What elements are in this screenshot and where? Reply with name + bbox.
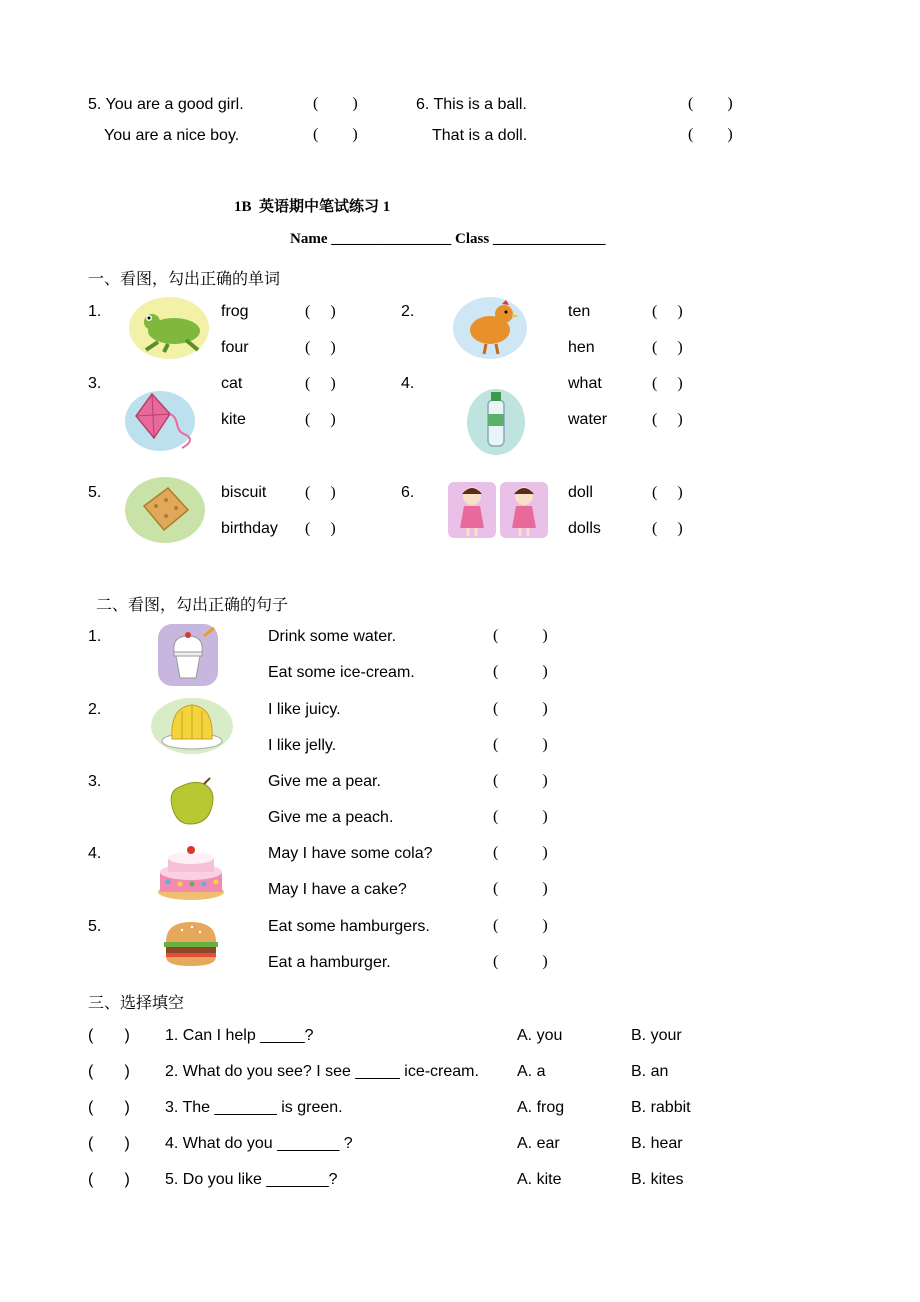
s3-question-3: 3. The _______ is green. — [165, 1099, 343, 1116]
s1-opt-hen: hen — [568, 339, 595, 356]
answer-paren[interactable]: ( ) — [493, 808, 548, 825]
answer-paren[interactable]: ( ) — [305, 520, 336, 537]
s2-opt-1b: Eat some ice-cream. — [268, 664, 415, 681]
q-sentence: You are a good girl. — [105, 96, 244, 113]
jelly-picture — [150, 697, 234, 755]
s1-num-3: 3. — [88, 375, 102, 392]
class-label: Class — [455, 231, 490, 247]
answer-paren[interactable]: ( ) — [652, 520, 683, 537]
answer-paren[interactable]: ( ) — [305, 303, 336, 320]
answer-paren[interactable]: ( ) — [88, 1171, 130, 1188]
answer-paren[interactable]: ( ) — [88, 1099, 130, 1116]
class-blank[interactable]: _______________ — [492, 231, 606, 247]
answer-paren[interactable]: ( ) — [88, 1063, 130, 1080]
answer-paren[interactable]: ( ) — [313, 126, 358, 143]
answer-paren[interactable]: ( ) — [493, 736, 548, 753]
answer-paren[interactable]: ( ) — [313, 95, 358, 112]
answer-paren[interactable]: ( ) — [305, 375, 336, 392]
s1-opt-kite: kite — [221, 411, 246, 428]
s3-option-1a: A. you — [517, 1027, 563, 1044]
s3-option-3a: A. frog — [517, 1099, 565, 1116]
name-blank[interactable]: ________________ — [331, 231, 452, 247]
s2-opt-3b: Give me a peach. — [268, 809, 394, 826]
answer-paren[interactable]: ( ) — [493, 880, 548, 897]
s3-option-2a: A. a — [517, 1063, 546, 1080]
s1-opt-what: what — [568, 375, 602, 392]
answer-paren[interactable]: ( ) — [493, 844, 548, 861]
section3-heading: 三、选择填空 — [88, 995, 185, 1012]
two-dolls-picture — [448, 480, 548, 540]
water-bottle-picture — [466, 386, 526, 456]
s1-opt-dolls: dolls — [568, 520, 601, 537]
section1-heading: 一、看图，勾出正确的单词 — [88, 271, 281, 288]
s3-option-5b: B. kites — [631, 1171, 684, 1188]
answer-paren[interactable]: ( ) — [493, 663, 548, 680]
s1-opt-water: water — [568, 411, 608, 428]
top-q6-line2: That is a doll. — [432, 127, 528, 144]
s2-num-5: 5. — [88, 918, 102, 935]
top-q5-line2: You are a nice boy. — [104, 127, 240, 144]
answer-paren[interactable]: ( ) — [688, 95, 733, 112]
s3-question-5: 5. Do you like _______? — [165, 1171, 338, 1188]
answer-paren[interactable]: ( ) — [493, 953, 548, 970]
s1-num-2: 2. — [401, 303, 415, 320]
section2-heading: 二、看图，勾出正确的句子 — [96, 597, 289, 614]
s1-opt-birthday: birthday — [221, 520, 278, 537]
biscuit-picture — [124, 476, 206, 544]
name-label: Name — [290, 231, 328, 247]
q-sentence: This is a ball. — [433, 96, 527, 113]
answer-paren[interactable]: ( ) — [493, 627, 548, 644]
answer-paren[interactable]: ( ) — [652, 303, 683, 320]
q-number: 6. — [416, 96, 430, 113]
s2-opt-5a: Eat some hamburgers. — [268, 918, 430, 935]
answer-paren[interactable]: ( ) — [493, 772, 548, 789]
s3-option-5a: A. kite — [517, 1171, 562, 1188]
s2-opt-1a: Drink some water. — [268, 628, 397, 645]
s1-num-5: 5. — [88, 484, 102, 501]
s1-num-1: 1. — [88, 303, 102, 320]
answer-paren[interactable]: ( ) — [88, 1135, 130, 1152]
s3-option-3b: B. rabbit — [631, 1099, 691, 1116]
s2-num-3: 3. — [88, 773, 102, 790]
s3-option-2b: B. an — [631, 1063, 669, 1080]
page-title: 1B 英语期中笔试练习 1 — [234, 199, 391, 215]
answer-paren[interactable]: ( ) — [652, 375, 683, 392]
s3-question-4: 4. What do you _______ ? — [165, 1135, 353, 1152]
hamburger-picture — [162, 920, 220, 968]
pear-picture — [164, 776, 218, 826]
s1-num-6: 6. — [401, 484, 415, 501]
s1-num-4: 4. — [401, 375, 415, 392]
hen-picture — [452, 294, 528, 360]
top-q5-line1 — [88, 96, 244, 114]
s1-opt-cat: cat — [221, 375, 243, 392]
top-q6-line1 — [416, 96, 527, 114]
s1-opt-biscuit: biscuit — [221, 484, 267, 501]
s3-option-1b: B. your — [631, 1027, 682, 1044]
answer-paren[interactable]: ( ) — [493, 917, 548, 934]
answer-paren[interactable]: ( ) — [493, 700, 548, 717]
s2-num-2: 2. — [88, 701, 102, 718]
s1-opt-four: four — [221, 339, 249, 356]
s3-question-2: 2. What do you see? I see _____ ice-cream. — [165, 1063, 479, 1080]
name-class-line — [290, 231, 605, 248]
s2-num-4: 4. — [88, 845, 102, 862]
answer-paren[interactable]: ( ) — [652, 484, 683, 501]
s2-opt-5b: Eat a hamburger. — [268, 954, 391, 971]
s2-num-1: 1. — [88, 628, 102, 645]
answer-paren[interactable]: ( ) — [305, 484, 336, 501]
s1-opt-doll: doll — [568, 484, 593, 501]
answer-paren[interactable]: ( ) — [88, 1027, 130, 1044]
q-number: 5. — [88, 96, 102, 113]
s2-opt-4a: May I have some cola? — [268, 845, 433, 862]
s3-option-4b: B. hear — [631, 1135, 683, 1152]
s2-opt-2a: I like juicy. — [268, 701, 341, 718]
cake-picture — [156, 844, 226, 902]
answer-paren[interactable]: ( ) — [652, 411, 683, 428]
ice-cream-picture — [156, 622, 220, 688]
s1-opt-frog: frog — [221, 303, 249, 320]
answer-paren[interactable]: ( ) — [305, 411, 336, 428]
s3-question-1: 1. Can I help _____? — [165, 1027, 314, 1044]
answer-paren[interactable]: ( ) — [688, 126, 733, 143]
kite-picture — [124, 388, 196, 454]
s3-option-4a: A. ear — [517, 1135, 560, 1152]
s2-opt-3a: Give me a pear. — [268, 773, 381, 790]
answer-paren[interactable]: ( ) — [652, 339, 683, 356]
answer-paren[interactable]: ( ) — [305, 339, 336, 356]
s2-opt-2b: I like jelly. — [268, 737, 337, 754]
s1-opt-ten: ten — [568, 303, 591, 320]
s2-opt-4b: May I have a cake? — [268, 881, 407, 898]
frog-picture — [128, 296, 210, 360]
